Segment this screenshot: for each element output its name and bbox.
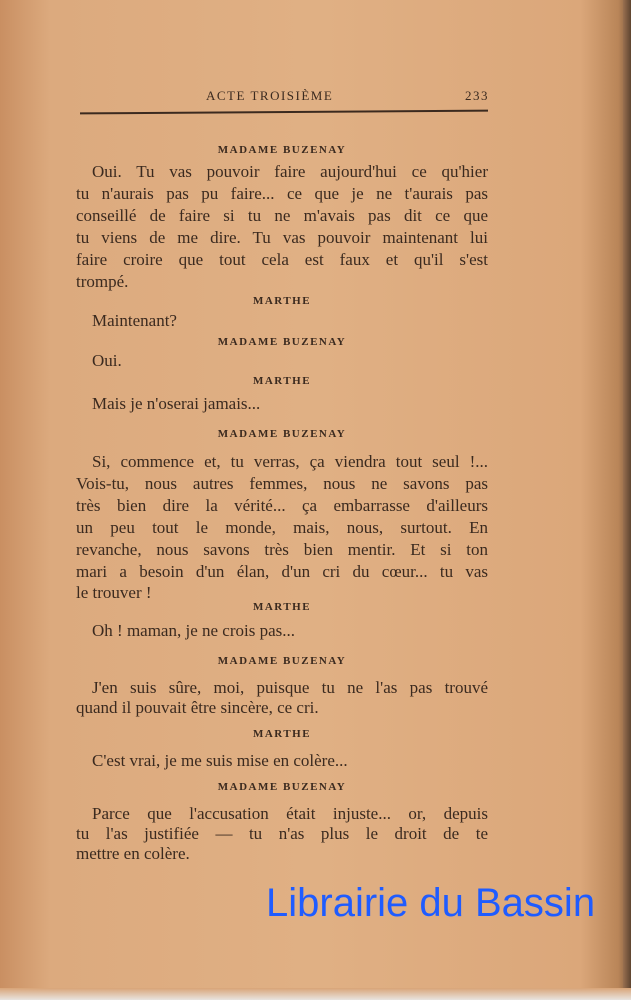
text-line: tu viens de me dire. Tu vas pouvoir maintenant lui <box>76 228 488 247</box>
text-line: Vois-tu, nous autres femmes, nous ne savons pas <box>76 474 488 493</box>
page-bottom <box>0 988 631 1000</box>
speaker-name: MADAME BUZENAY <box>217 428 347 440</box>
text-line: Oui. Tu vas pouvoir faire aujourd'hui ce qu'hier <box>92 162 488 181</box>
text-line: conseillé de faire si tu ne m'avais pas dit ce que <box>76 206 488 225</box>
text-line: tu l'as justifiée — tu n'as plus le droit de te <box>76 824 488 843</box>
speaker-name: MARTHE <box>252 295 312 307</box>
text-line: quand il pouvait être sincère, ce cri. <box>76 698 319 717</box>
text-line: trompé. <box>76 272 129 291</box>
text-line: faire croire que tout cela est faux et qu'il s'est <box>76 250 488 269</box>
text-line: le trouver ! <box>76 583 152 602</box>
speaker-name: MADAME BUZENAY <box>217 144 347 156</box>
page-number: 233 <box>465 88 489 103</box>
text-line: Parce que l'accusation était injuste... or, depuis <box>92 804 488 823</box>
speaker-name: MADAME BUZENAY <box>217 781 347 793</box>
running-title: ACTE TROISIÈME <box>206 88 334 103</box>
text-line: tu n'aurais pas pu faire... ce que je ne t'aurais pas <box>76 184 488 203</box>
text-line: C'est vrai, je me suis mise en colère... <box>92 751 348 770</box>
page-edge <box>623 0 631 1000</box>
text-line: mettre en colère. <box>76 844 190 863</box>
speaker-name: MADAME BUZENAY <box>217 655 347 667</box>
text-line: un peu tout le monde, mais, nous, surtout. En <box>76 518 488 537</box>
speaker-name: MADAME BUZENAY <box>217 336 347 348</box>
speaker-name: MARTHE <box>252 601 312 613</box>
text-line: J'en suis sûre, moi, puisque tu ne l'as pas trouvé <box>92 678 488 697</box>
speaker-name: MARTHE <box>252 728 312 740</box>
text-line: très bien dire la vérité... ça embarrasse d'ailleurs <box>76 496 488 515</box>
text-line: Oui. <box>92 351 122 370</box>
speaker-name: MARTHE <box>252 375 312 387</box>
text-line: Si, commence et, tu verras, ça viendra tout seul !... <box>92 452 488 471</box>
text-line: Mais je n'oserai jamais... <box>92 394 261 413</box>
text-line: Oh ! maman, je ne crois pas... <box>92 621 295 640</box>
header-rule <box>80 110 488 115</box>
watermark: Librairie du Bassin <box>266 881 596 925</box>
text-line: mari a besoin d'un élan, d'un cri du cœur... tu vas <box>76 562 488 581</box>
text-line: Maintenant? <box>92 311 177 330</box>
text-line: revanche, nous savons très bien mentir. Et si ton <box>76 540 488 559</box>
